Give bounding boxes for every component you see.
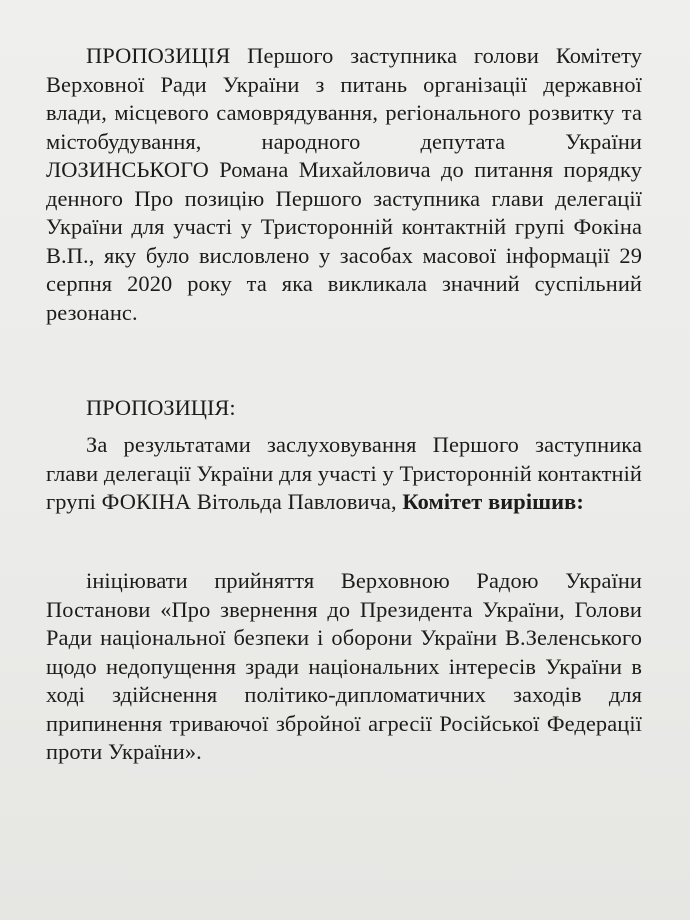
hearing-results-text: За результатами заслуховування Першого заступника глави делегації України для участі у Тристоронній контактній групі ФОКІНА Вітольда Павловича, — [46, 432, 643, 514]
decision-paragraph: ініціювати прийняття Верховною Радою України Постанови «Про звернення до Президента України, Голови Ради національної безпеки і оборони України В.Зеленського щодо недопущення зради національних інтересів України в ході здійснення політико-дипломатичних заходів для припинення триваючої збройної агресії Російської Федерації проти України». — [46, 568, 642, 764]
proposal-heading: ПРОПОЗИЦІЯ: — [86, 395, 236, 420]
proposal-intro-paragraph: ПРОПОЗИЦІЯ Першого заступника голови Комітету Верховної Ради України з питань організації державної влади, місцевого самоврядування, регіонального розвитку та містобудування, народного депутата України ЛОЗИНСЬКОГО Романа Михайловича до питання порядку денного Про позицію Першого заступника глави делегації України для участі у Тристоронній контактній групі Фокіна В.П., яку було висловлено у засобах масової інформації 29 серпня 2020 року та яка викликала значний суспільний резонанс. — [46, 43, 642, 325]
hearing-results-paragraph — [46, 431, 642, 517]
committee-decided-label: Комітет вирішив: — [402, 489, 584, 514]
